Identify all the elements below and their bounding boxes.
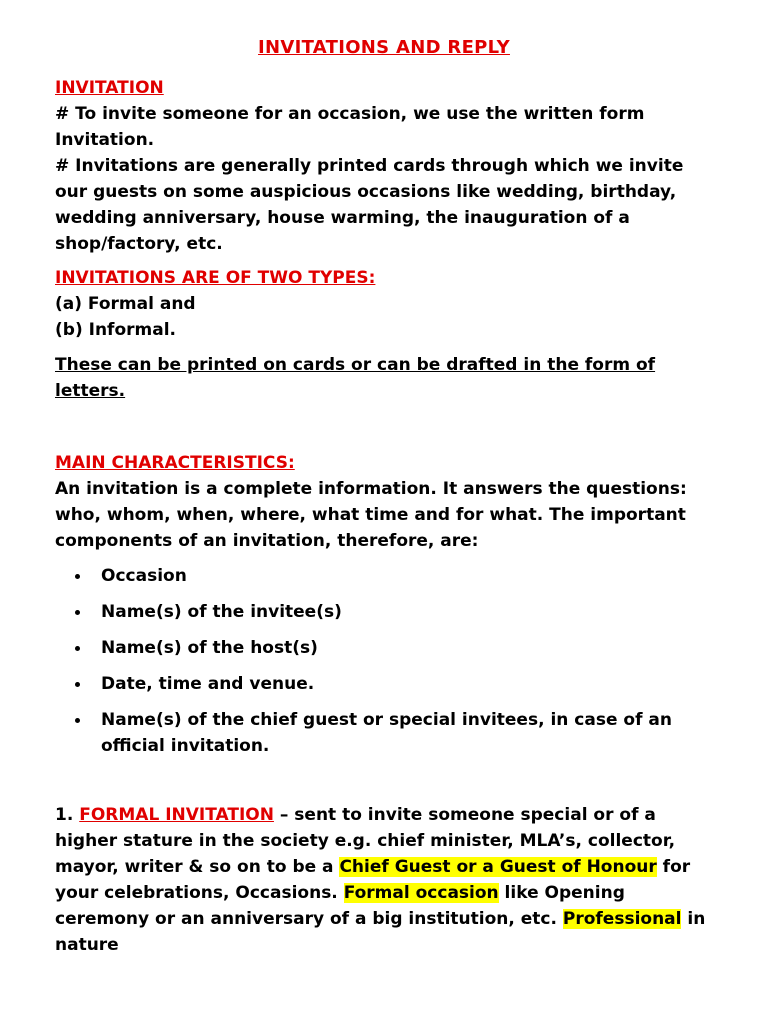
formal-heading: FORMAL INVITATION bbox=[79, 805, 274, 825]
invitation-line: our guests on some auspicious occasions like wedding, birthday, bbox=[55, 182, 677, 202]
types-heading: INVITATIONS ARE OF TWO TYPES: bbox=[55, 268, 376, 288]
bullet-icon bbox=[75, 682, 80, 687]
characteristics-line: who, whom, when, where, what time and for what. The important bbox=[55, 505, 686, 525]
formal-line-6: nature bbox=[55, 935, 119, 955]
invitation-heading: INVITATION bbox=[55, 78, 164, 98]
formal-line-4 bbox=[55, 880, 725, 906]
list-item-text-cont: official invitation. bbox=[101, 736, 270, 756]
formal-line-5 bbox=[55, 906, 725, 932]
list-item bbox=[55, 707, 725, 759]
invitation-section bbox=[55, 75, 725, 257]
bullet-icon bbox=[75, 574, 80, 579]
types-note-line: These can be printed on cards or can be drafted in the form of bbox=[55, 355, 656, 375]
list-item bbox=[55, 635, 725, 661]
components-list bbox=[55, 563, 725, 769]
bullet-icon bbox=[75, 610, 80, 615]
invitation-line: wedding anniversary, house warming, the inauguration of a bbox=[55, 208, 630, 228]
list-item-text: Name(s) of the host(s) bbox=[101, 638, 318, 658]
formal-text: – sent to invite someone special or of a bbox=[273, 805, 656, 825]
formal-line-1 bbox=[55, 802, 725, 828]
formal-text: ceremony or an anniversary of a big institution, etc. bbox=[55, 909, 563, 929]
types-section bbox=[55, 265, 725, 343]
types-note-line: letters. bbox=[55, 381, 126, 401]
list-item bbox=[55, 599, 725, 625]
section-number: 1. bbox=[55, 805, 74, 825]
list-item-text: Date, time and venue. bbox=[101, 674, 315, 694]
formal-invitation-section bbox=[55, 802, 725, 958]
list-item-text: Name(s) of the chief guest or special invitees, in case of an bbox=[101, 710, 672, 730]
type-item-informal: (b) Informal. bbox=[55, 320, 176, 340]
formal-line-2: higher stature in the society e.g. chief minister, MLA’s, collector, bbox=[55, 831, 676, 851]
highlight-formal-occasion: Formal occasion bbox=[343, 883, 499, 903]
list-item-text: Name(s) of the invitee(s) bbox=[101, 602, 342, 622]
characteristics-section bbox=[55, 450, 725, 554]
characteristics-heading: MAIN CHARACTERISTICS: bbox=[55, 453, 295, 473]
list-item-text: Occasion bbox=[101, 566, 187, 586]
characteristics-line: components of an invitation, therefore, are: bbox=[55, 531, 479, 551]
formal-text: like Opening bbox=[498, 883, 625, 903]
formal-line-3 bbox=[55, 854, 725, 880]
highlight-chief-guest: Chief Guest or a Guest of Honour bbox=[339, 857, 657, 877]
formal-text: for bbox=[656, 857, 691, 877]
list-item bbox=[55, 671, 725, 697]
invitation-line: shop/factory, etc. bbox=[55, 234, 223, 254]
invitation-line: Invitation. bbox=[55, 130, 155, 150]
formal-text: in bbox=[681, 909, 706, 929]
invitation-line: # To invite someone for an occasion, we use the written form bbox=[55, 104, 645, 124]
invitation-line: # Invitations are generally printed cards through which we invite bbox=[55, 156, 684, 176]
highlight-professional: Professional bbox=[562, 909, 682, 929]
page-title: INVITATIONS AND REPLY bbox=[258, 37, 510, 58]
formal-text: your celebrations, Occasions. bbox=[55, 883, 344, 903]
types-note bbox=[55, 352, 725, 404]
type-item-formal: (a) Formal and bbox=[55, 294, 196, 314]
bullet-icon bbox=[75, 718, 80, 723]
list-item bbox=[55, 563, 725, 589]
bullet-icon bbox=[75, 646, 80, 651]
characteristics-line: An invitation is a complete information. It answers the questions: bbox=[55, 479, 687, 499]
formal-text: mayor, writer & so on to be a bbox=[55, 857, 340, 877]
